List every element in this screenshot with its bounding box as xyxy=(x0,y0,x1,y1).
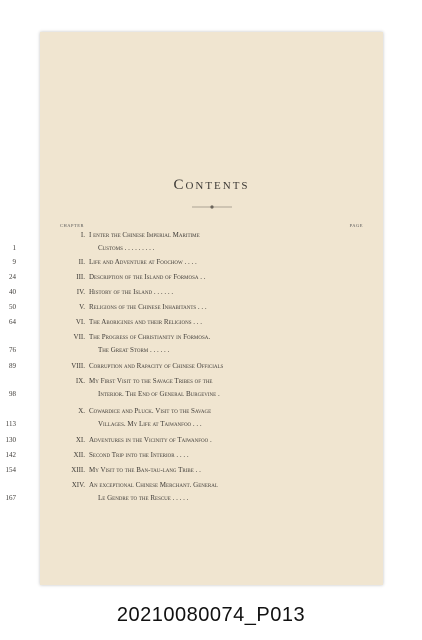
page-number: 1 xyxy=(12,244,16,252)
chapter-title-continued: Villages. My Life at Taiwanfoo . . . xyxy=(98,420,202,428)
page-number: 130 xyxy=(5,436,16,444)
page-number: 154 xyxy=(5,466,16,474)
chapter-title: My First Visit to the Savage Tribes of the xyxy=(89,377,213,385)
page-number: 50 xyxy=(9,303,16,311)
page-number: 76 xyxy=(9,346,16,354)
page-number: 113 xyxy=(5,420,16,428)
page-number: 89 xyxy=(9,362,16,370)
page-number: 24 xyxy=(9,273,16,281)
chapter-number: IV. xyxy=(76,288,85,296)
page-title: Contents xyxy=(173,177,250,193)
chapter-number: VI. xyxy=(75,318,85,326)
chapter-title-continued: Interior. The End of General Burgevine . xyxy=(98,390,220,398)
chapter-title: Corruption and Rapacity of Chinese Officials xyxy=(89,362,224,370)
chapter-number: XIV. xyxy=(71,481,85,489)
chapter-title: The Progress of Christianity in Formosa. xyxy=(89,333,211,341)
page-number: 167 xyxy=(5,494,16,502)
image-id-caption: 20210080074_P013 xyxy=(116,604,306,626)
chapter-number: VII. xyxy=(73,333,85,341)
chapter-title: History of the Island . . . . . . xyxy=(89,288,174,296)
chapter-title: Life and Adventure at Foochow . . . . xyxy=(89,258,197,266)
chapter-number: IX. xyxy=(75,377,85,385)
chapter-title: Adventures in the Vicinity of Taiwanfoo . xyxy=(89,436,212,444)
chapter-title: Religions of the Chinese Inhabitants . . . xyxy=(89,303,207,311)
chapter-title: My Visit to the Ban-tau-lang Tribe . . xyxy=(89,466,201,474)
chapter-title: Second Trip into the Interior . . . . xyxy=(89,451,189,459)
book-page xyxy=(5,32,383,585)
page-number: 64 xyxy=(9,318,16,326)
chapter-title: Cowardice and Pluck. Visit to the Savage xyxy=(89,407,212,415)
chapter-title: Description of the Island of Formosa . . xyxy=(89,273,206,281)
chapter-title-continued: The Great Storm . . . . . . xyxy=(98,346,170,354)
chapter-title-continued: Customs . . . . . . . . . xyxy=(98,244,155,252)
ornament-divider-icon xyxy=(192,204,232,210)
page-number: 40 xyxy=(9,288,16,296)
chapter-number: III. xyxy=(76,273,85,281)
chapter-number: X. xyxy=(78,407,85,415)
chapter-column-header: CHAPTER xyxy=(60,223,85,228)
chapter-title: An exceptional Chinese Merchant. General xyxy=(89,481,218,489)
page-number: 9 xyxy=(12,258,16,266)
chapter-number: XII. xyxy=(73,451,85,459)
chapter-number: XIII. xyxy=(71,466,85,474)
chapter-number: XI. xyxy=(75,436,85,444)
chapter-number: V. xyxy=(79,303,85,311)
chapter-number: VIII. xyxy=(71,362,85,370)
chapter-title: I enter the Chinese Imperial Maritime xyxy=(89,231,200,239)
chapter-title: The Aborigines and their Religions . . . xyxy=(89,318,203,326)
page-number: 142 xyxy=(5,451,16,459)
page-column-header: PAGE xyxy=(349,223,363,228)
chapter-number: II. xyxy=(78,258,85,266)
page-number: 98 xyxy=(9,390,16,398)
chapter-number: I. xyxy=(80,231,85,239)
chapter-title-continued: Le Gendre to the Rescue . . . . . xyxy=(98,494,189,502)
